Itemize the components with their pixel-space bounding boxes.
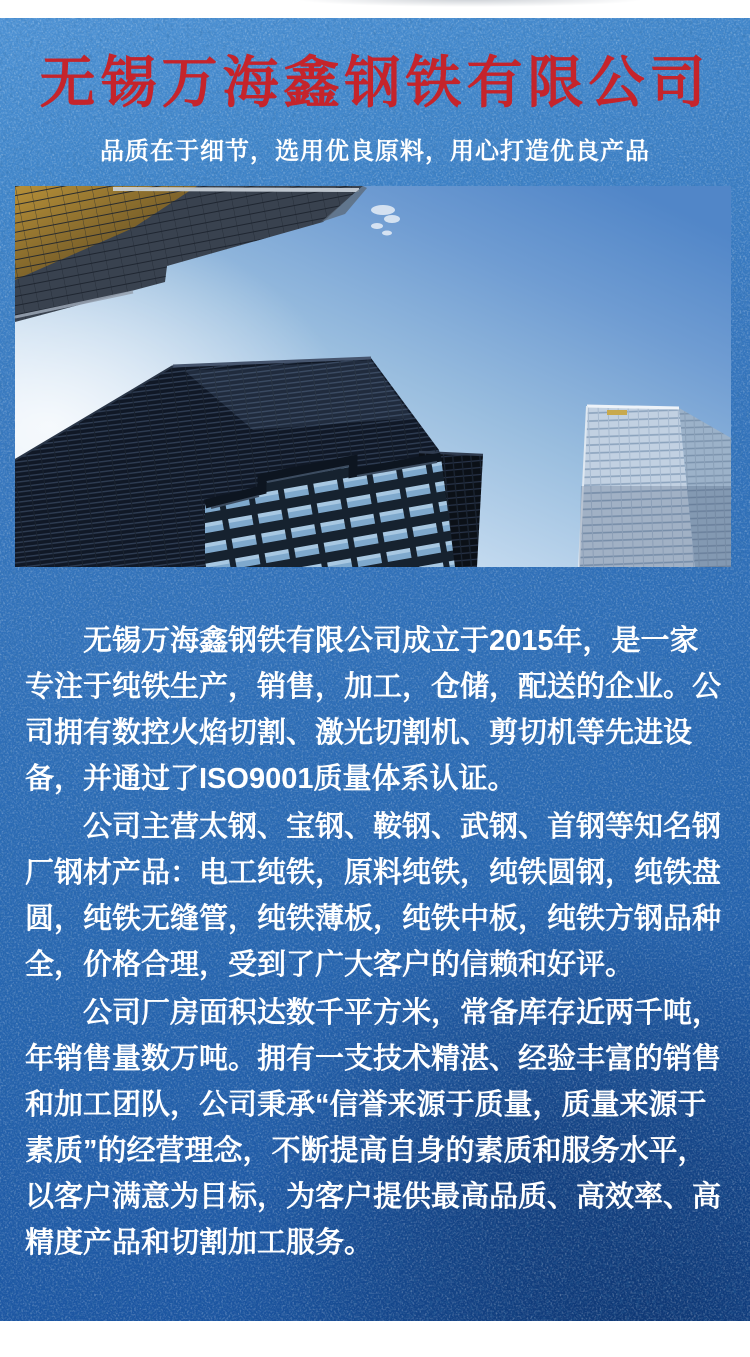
silver-skyscraper-right: [579, 406, 731, 567]
top-shadow-smudge: [295, 0, 645, 7]
top-white-strip: [0, 0, 750, 18]
skyscrapers-low-angle-illustration: [15, 186, 731, 567]
company-intro-banner: [0, 18, 750, 1321]
intro-paragraph-3: 公司厂房面积达数千平方米，常备库存近两千吨，年销售量数万吨。拥有一支技术精湛、经验丰富的销售和加工团队，公司秉承“信誉来源于质量，质量来源于素质”的经营理念，不断提高自身的素质和服务水平，以客户满意为目标，为客户提供最高品质、高效率、高精度产品和切割加工服务。: [25, 997, 722, 1259]
intro-paragraph-2: 公司主营太钢、宝钢、鞍钢、武钢、首钢等知名钢厂钢材产品：电工纯铁，原料纯铁，纯铁圆钢，纯铁盘圆，纯铁无缝管，纯铁薄板，纯铁中板，纯铁方钢品种全，价格合理，受到了广大客户的信赖和好评。: [25, 811, 722, 981]
company-slogan: 品质在于细节，选用优良原料，用心打造优良产品: [100, 138, 650, 165]
skyscrapers-photo: [15, 186, 731, 567]
company-title: 无锡万海鑫钢铁有限公司: [39, 51, 711, 114]
company-intro-text: [25, 618, 727, 1266]
intro-paragraph-1: 无锡万海鑫钢铁有限公司成立于2015年，是一家专注于纯铁生产，销售，加工，仓储，配送的企业。公司拥有数控火焰切割、激光切割机、剪切机等先进设备，并通过了ISO9001质量体系认证。: [25, 625, 722, 795]
